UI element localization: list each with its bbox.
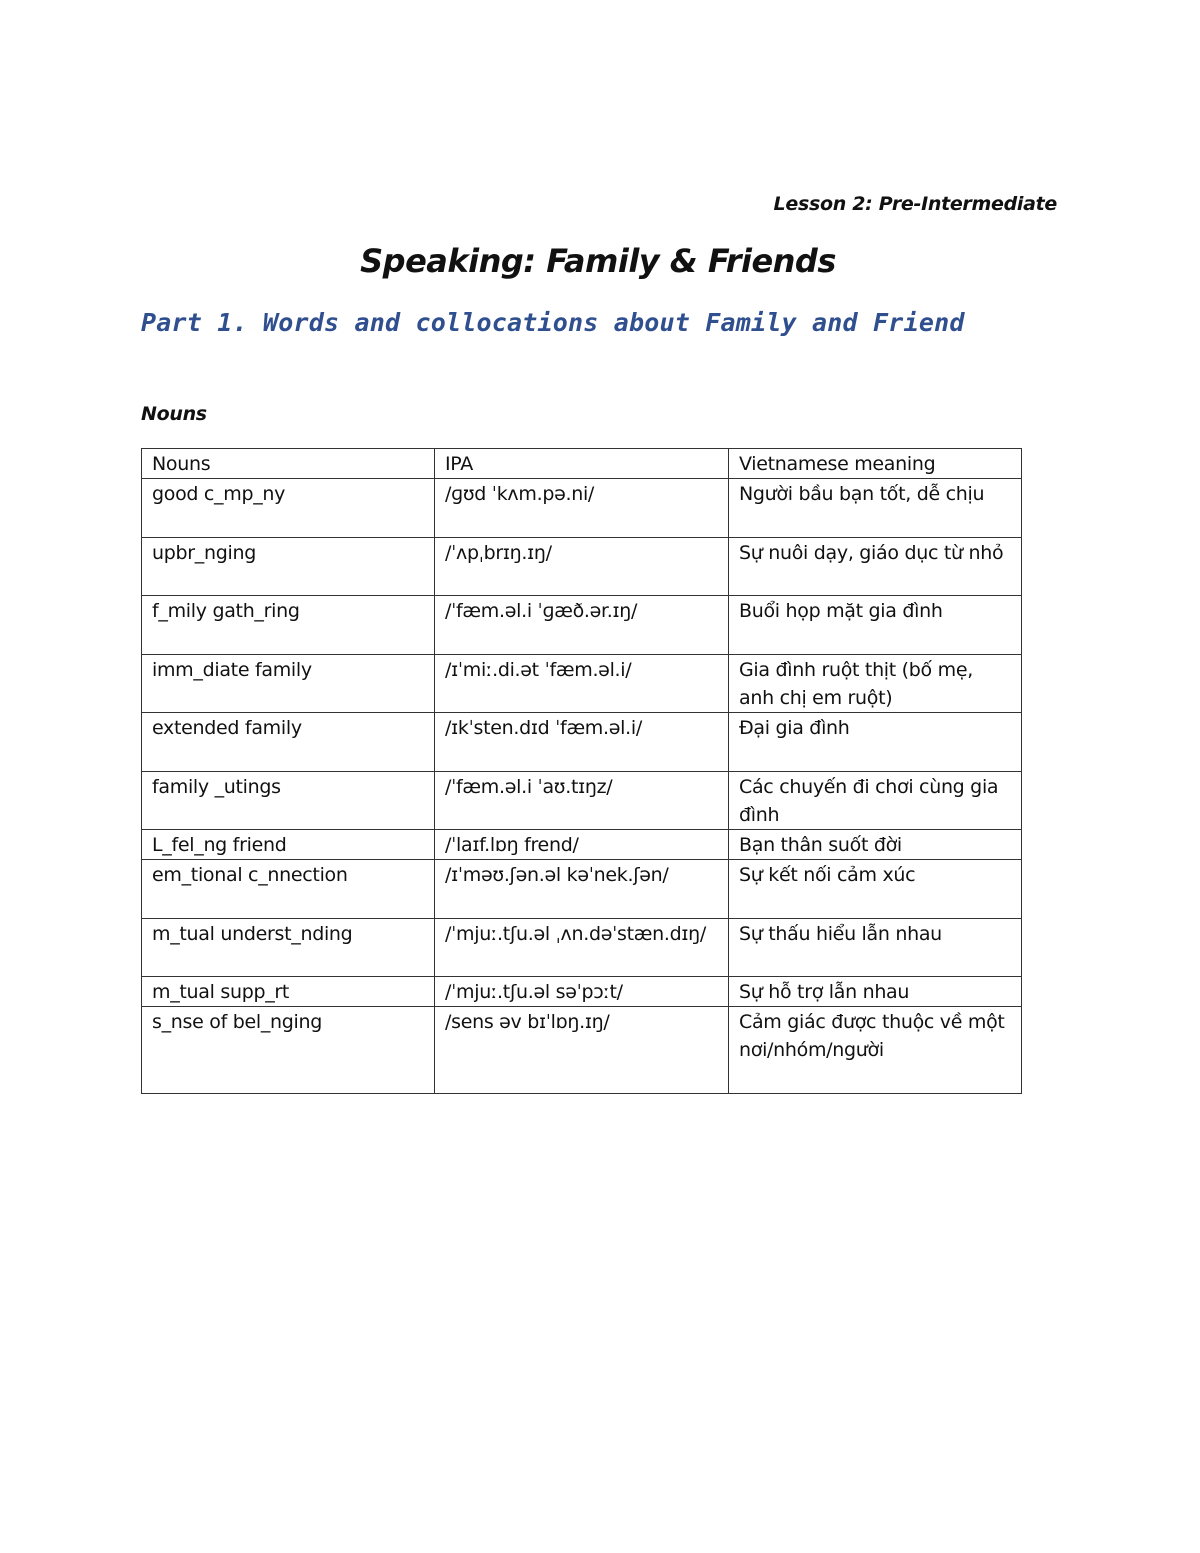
column-header-ipa: IPA [435,449,729,479]
table-row [142,977,1022,1007]
table-row [142,479,1022,538]
table-row [142,772,1022,830]
ipa-cell: /ˈfæm.əl.i ˈaʊ.tɪŋz/ [435,772,729,830]
word-cell: extended family [142,713,435,772]
lesson-label: Lesson 2: Pre-Intermediate [773,193,1057,215]
word-cell: f_mily gath_ring [142,596,435,655]
table-row [142,860,1022,919]
meaning-cell: Sự nuôi dạy, giáo dục từ nhỏ [729,538,1022,596]
table-header-row [142,449,1022,479]
ipa-cell: /ˈʌpˌbrɪŋ.ɪŋ/ [435,538,729,596]
word-cell: s_nse of bel_nging [142,1007,435,1094]
word-cell: em_tional c_nnection [142,860,435,919]
meaning-cell: Các chuyến đi chơi cùng gia đình [729,772,1022,830]
meaning-cell: Sự thấu hiểu lẫn nhau [729,919,1022,977]
page-title: Speaking: Family & Friends [360,242,836,280]
ipa-cell: /ɡʊd ˈkʌm.pə.ni/ [435,479,729,538]
word-cell: family _utings [142,772,435,830]
ipa-cell: /sens əv bɪˈlɒŋ.ɪŋ/ [435,1007,729,1094]
table-row [142,713,1022,772]
meaning-cell: Gia đình ruột thịt (bố mẹ, anh chị em ruột) [729,655,1022,713]
ipa-cell: /ɪkˈsten.dɪd ˈfæm.əl.i/ [435,713,729,772]
word-cell: imm_diate family [142,655,435,713]
table-row [142,919,1022,977]
meaning-cell: Sự hỗ trợ lẫn nhau [729,977,1022,1007]
part-heading: Part 1. Words and collocations about Family and Friend [141,308,965,337]
word-cell: m_tual underst_nding [142,919,435,977]
table-row [142,538,1022,596]
word-cell: m_tual supp_rt [142,977,435,1007]
ipa-cell: /ˈmjuː.tʃu.əl səˈpɔːt/ [435,977,729,1007]
ipa-cell: /ˈmjuː.tʃu.əl ˌʌn.dəˈstæn.dɪŋ/ [435,919,729,977]
section-heading: Nouns [141,403,207,425]
table-row [142,830,1022,860]
meaning-cell: Người bầu bạn tốt, dễ chịu [729,479,1022,538]
ipa-cell: /ɪˈməʊ.ʃən.əl kəˈnek.ʃən/ [435,860,729,919]
table-row [142,596,1022,655]
meaning-cell: Đại gia đình [729,713,1022,772]
table-row [142,1007,1022,1094]
ipa-cell: /ˈlaɪf.lɒŋ frend/ [435,830,729,860]
ipa-cell: /ɪˈmiː.di.ət ˈfæm.əl.i/ [435,655,729,713]
column-header-meaning: Vietnamese meaning [729,449,1022,479]
meaning-cell: Bạn thân suốt đời [729,830,1022,860]
ipa-cell: /ˈfæm.əl.i ˈɡæð.ər.ɪŋ/ [435,596,729,655]
word-cell: upbr_nging [142,538,435,596]
table-row [142,655,1022,713]
word-cell: good c_mp_ny [142,479,435,538]
column-header-nouns: Nouns [142,449,435,479]
meaning-cell: Cảm giác được thuộc về một nơi/nhóm/người [729,1007,1022,1094]
word-cell: L_fel_ng friend [142,830,435,860]
vocabulary-table [141,448,1022,1094]
meaning-cell: Sự kết nối cảm xúc [729,860,1022,919]
meaning-cell: Buổi họp mặt gia đình [729,596,1022,655]
